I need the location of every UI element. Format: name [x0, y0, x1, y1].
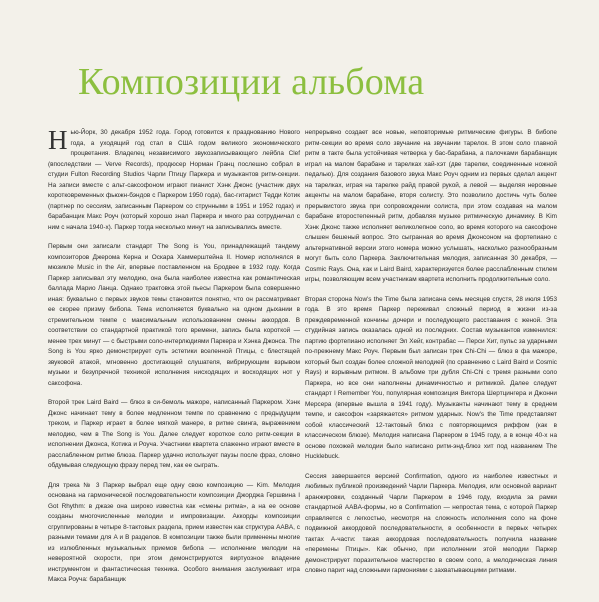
paragraph: Сессия завершается версией Confirmation, одного из наиболее известных и любимых публикой произведений Чарли Паркера. Мелодия, или основной вариант аранжировки, созданный Чарли Паркером в 1946 году, входила за рамки стандартной AABA-формы, но в Confirmation — непростая тема, с которой Паркер справляется с легкостью, несмотря на сложность исполнения соло на фоне подвижной аккордовой последовательности, в особенности в первых четырех тактах A-части: такая аккордовая последовательность получила название «перемены Птицы». Как обычно, при исполнении этой мелодии Паркер демонстрирует поразительное мастерство в своем соло, а мелодическая линия словно парит над сложными гармониями с захватывающими ритмами. [305, 472, 557, 574]
page-title: Композиции альбома [78, 61, 425, 103]
paragraph: Для трека № 3 Паркер выбрал еще одну свою композицию — Kim. Мелодия основана на гармонической последовательности композиции Джорджа Гершвина I Got Rhythm: в джазе она широко известна как «смены ритма», а на ее основе созданы многочисленные мелодии и импровизации. Аккорды композиции сгруппированы в четыре 8-тактовых раздела, прием известен как структура AABA, с разными темами для A и B разделов. В композиции также были применены многие из излюбленных музыкальных приемов бибопа — исполнение мелодии на невероятной скорости, при этом демонстрируются виртуозное владение инструментом и фантастическая техника. Особого внимания заслуживает игра Макса Роуча: барабанщик [48, 481, 300, 583]
paragraph: Второй трек Laird Baird — блюз в си-бемоль мажоре, написанный Паркером. Хэнк Джонс начинает тему в более медленном темпе по сравнению с предыдущим треком, и Паркер играет в более мягкой манере, в ритме свинга, выражением мелодию, чем в The Song is You. Далее следует короткое соло ритм-секции в исполнении Джонса, Котика и Роуча. Участники квартета слаженно играют вместе в расслабленном ритме блюза. Паркер удачно использует паузы после фраз, словно обдумывая следующую фразу перед тем, как ее сыграть. [48, 399, 300, 469]
paragraph-text: ью-Йорк, 30 декабря 1952 года. Город готовится к празднованию Нового года, а уходящий год стал в США годом великого экономического процветания. Владелец независимого звукозаписывающего лейбла Clef (впоследствии — Verve Records), продюсер Норман Гранц послешно собрал в студии Fulton Recording Studios Чарли Птицу Паркера и музыкантов ритм-секции. На записи вместе с альт-саксофоном играют пианист Хэнк Джонс (участник двух коротковременных фьюжн-бэндов с Паркером 1950 года), бас-гитарист Тедди Котик (партнер по сессиям, записанным Паркером со струнными в 1951 и 1952 годах) и барабанщик Макс Роуч (который хорошо знал Паркера и много раз сотрудничал с ним с начала 1940-х). Паркер тогда несколько минут на записывались вместе. [48, 129, 300, 231]
paragraph: непрерывно создает все новые, неповторимые ритмические фигуры. В бибопе ритм-секции во время соло звучание на звучании тарелок. В этом соло главной ритм в такте была устойчивая четверка у бас-барабана, а палочками барабанщик играл на малом барабане и тарелках хай-хэт (две тарелки, соединенные ножной педалью). Для создания базового звука Макс Роуч одним из первых сделал акцент на тарелках, играя на тарелке райд правой рукой, а левой — выделяя неровные акценты на малом барабане, вторя солисту. Это позволило достичь чуть более прерывистого звука при сопровождении солиста, при этом создавая на малом барабане второстепенный ритм, добавляя музыке ритмическую динамику. В Kim Хэнк Джонс также исполняет великолепное соло, во время которого на саксофоне слышен бешеный вопрос. Это сыгранная во время Джонсоном на фортепиано с альтернативной версии этого номера можно услышать, насколько разнообразным могут быть соло Паркера. Заключительная мелодия, записанная 30 декабря, — Cosmic Rays. Она, как и Laird Baird, характеризуется более расслабленным стилем игры, позволяющим всем участникам квартета исполнить продолжительные соло. [305, 129, 557, 283]
paragraph: Первым они записали стандарт The Song is You, принадлежащий тандему композиторов Джерома Керна и Оскара Хаммерштейна II. Номер исполнялся в мюзикле Music in the Air, впервые поставленном на Бродвее в 1932 году. Когда Паркер записывал эту мелодию, она была наиболее известна как романтическая баллада Марио Ланца. Однако трактовка этой пьесы Паркером была совершенно иная: буквально с первых звуков темы становится понятно, что он рассматривает ее скорее призму бибопа. Тема исполняется буквально на одном дыхании в стремительном темпе с максимальным использованием смены аккордов. В соответствии со стандартной практикой того времени, запись была короткой — менее трех минут — с быстрыми соло-интерлюдиями Паркера и Хэнка Джонса. The Song is You ярко демонстрирует суть эстетики вселенной Птицы, с блестящей звуковой атакой, мгновенно достигающей слушателя, вибрирующим взрывом музыки и безупречной техникой исполнения нисходящих и восходящих нот у саксофона. [48, 243, 300, 387]
right-text-column [305, 128, 557, 586]
drop-cap: Н [48, 125, 68, 155]
paragraph [48, 125, 300, 233]
paragraph: Вторая сторона Now's the Time была записана семь месяцев спустя, 28 июля 1953 года. В это время Паркер переживал сложный период в жизни из-за преждевременной кончины дочери и последующего расставания с женой. Эта студийная запись оказалась одной из последних. Состав музыкантов изменился: партию фортепиано исполняет Эл Хейг, контрабас — Перси Хит, пульс за ударными по-прежнему Макс Роуч. Первым был записан трек Chi-Chi — блюз в фа мажоре, который был создан более сложной мелодией (по сравнению с Laird Baird и Cosmic Rays) и взрывным ритмом. В альбоме три дубля Chi-Chi с тремя разными соло Паркера, но все они наполнены динамичностью и ритмикой. Далее следует стандарт I Remember You, популярная композиция Виктора Шертцингера и Джонни Мерсера (впервые вышла в 1941 году). Музыканты начинают тему в среднем темпе, и саксофон «заряжается» ритмом ударных. Now's the Time представляет собой классический 12-тактовый блюз с повторяющимся риффом (как в классическом блюзе). Мелодия написана Паркером в 1945 году, а в конце 40-х на основе похожей мелодии было написано ритм-энд-блюз хит под названием The Hucklebuck. [305, 295, 557, 460]
left-text-column [48, 125, 300, 595]
